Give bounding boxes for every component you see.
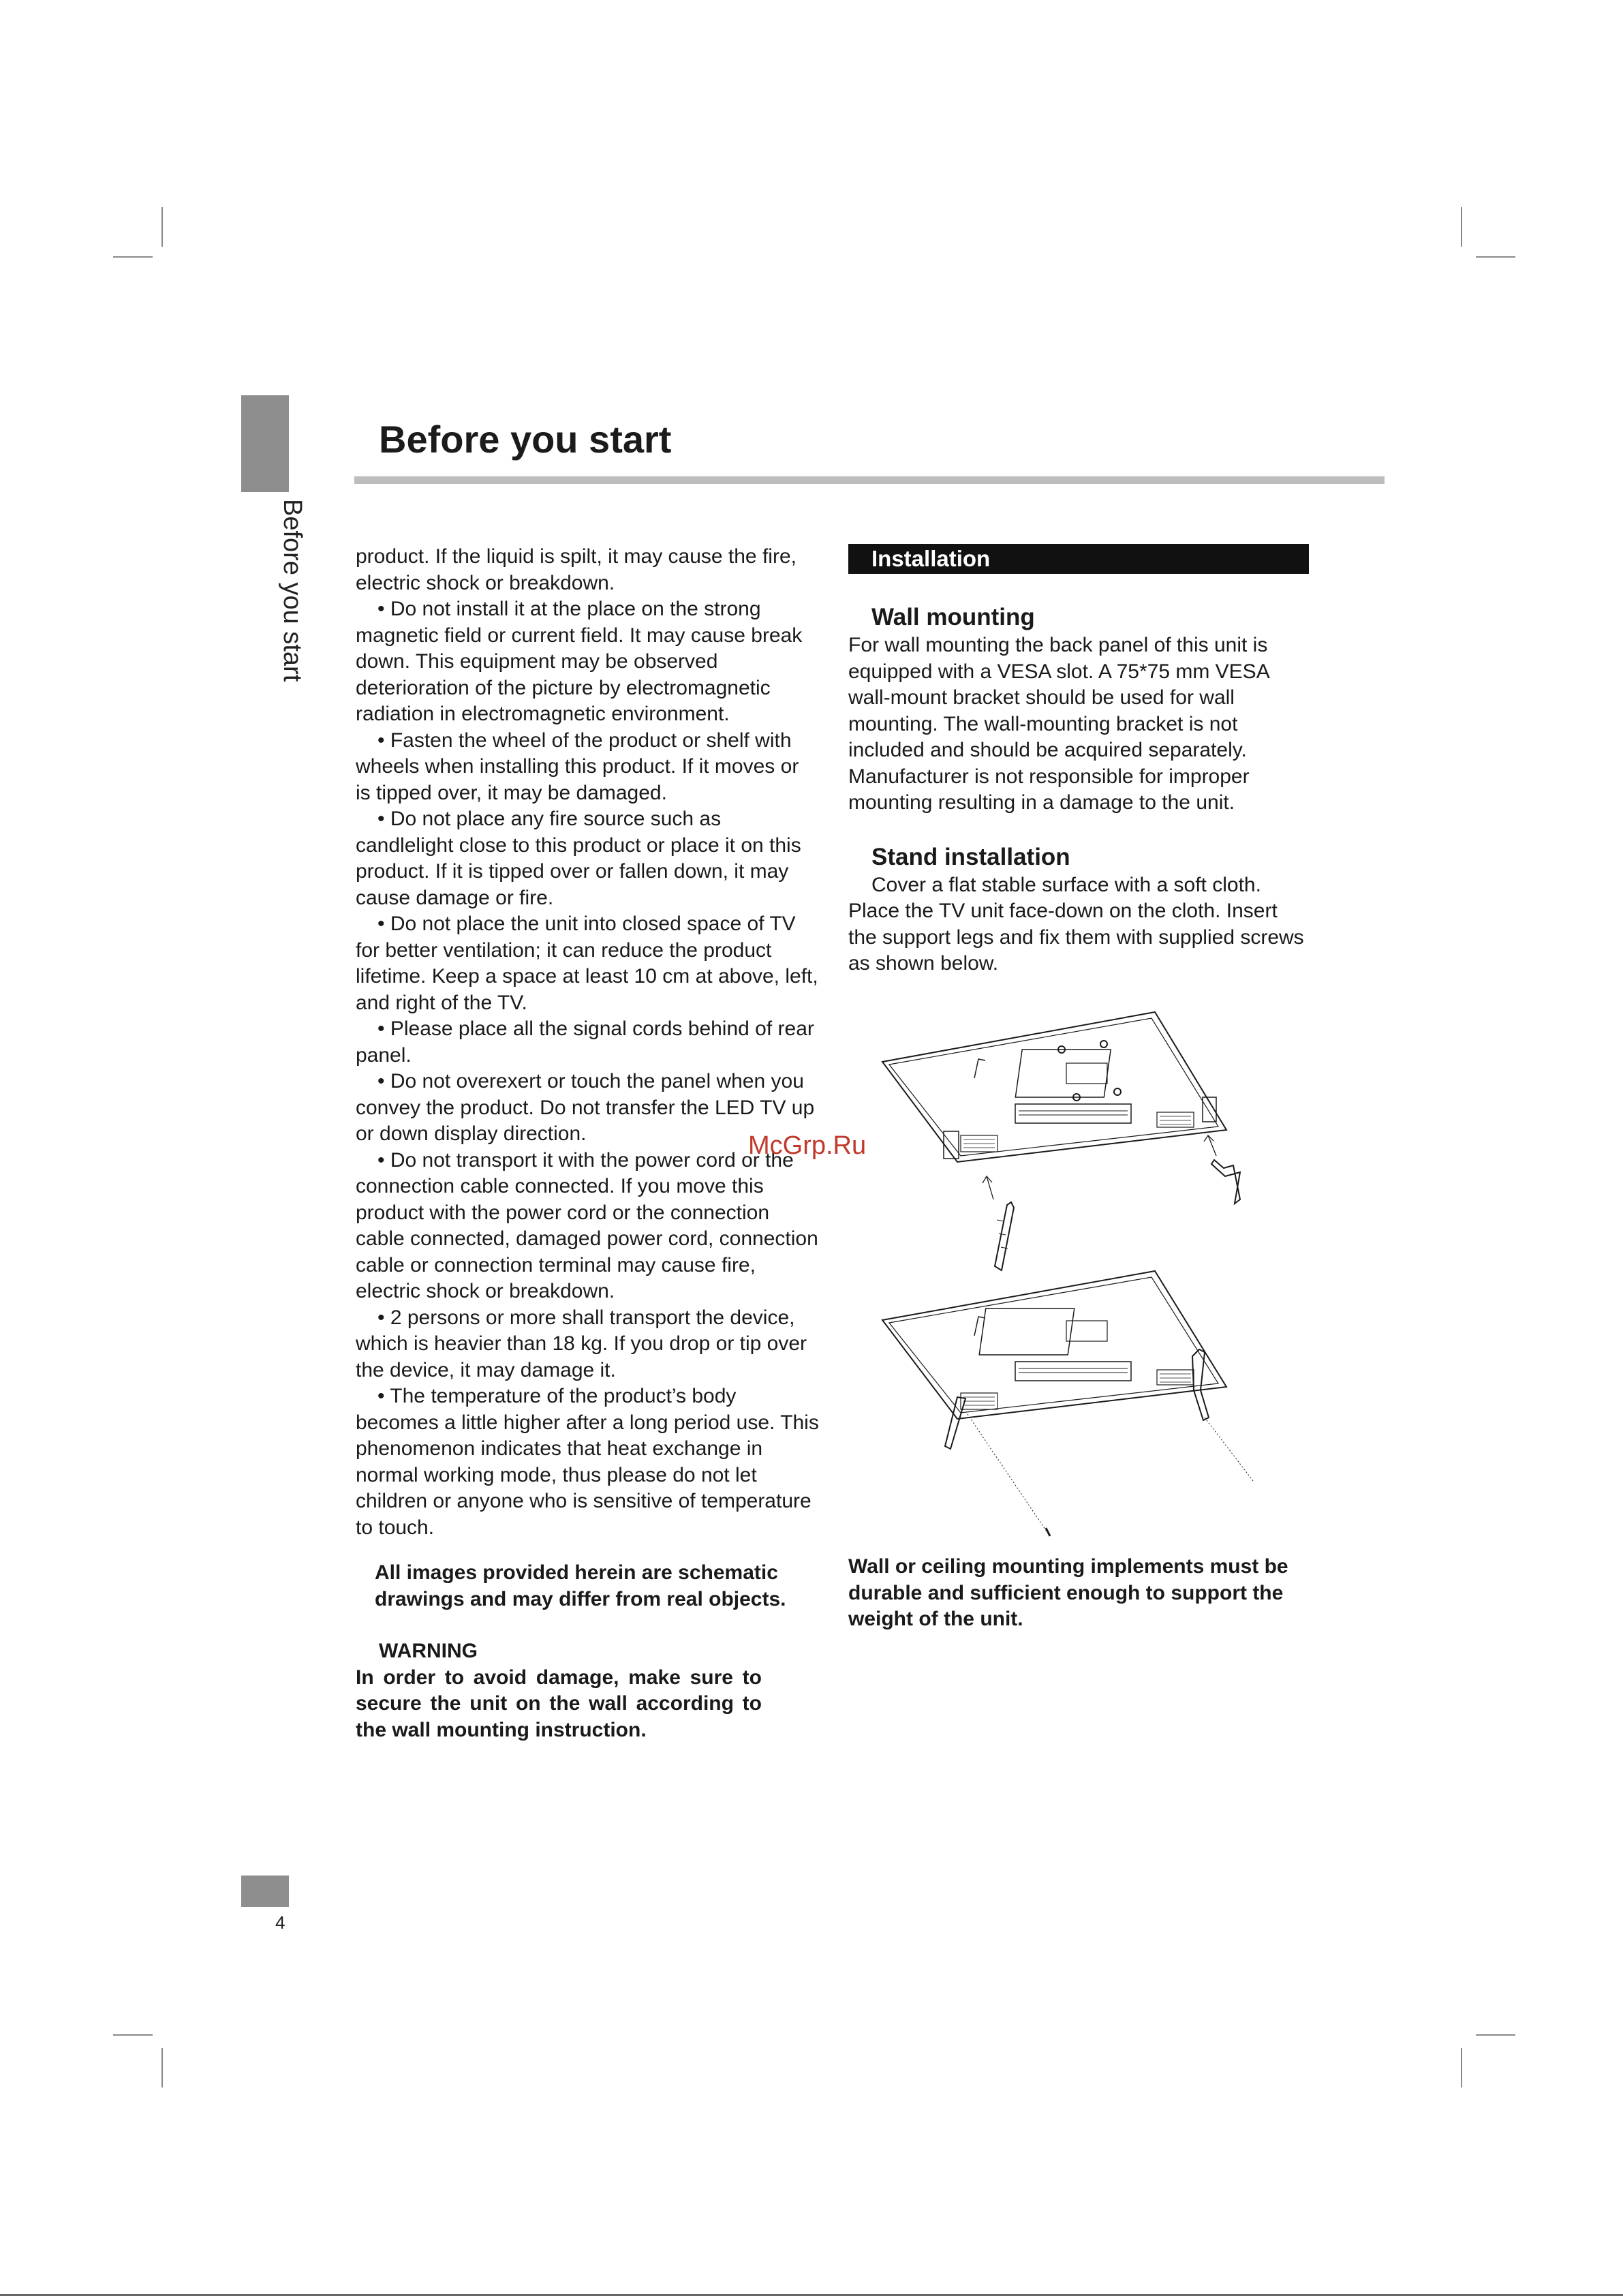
bullet-item: • Please place all the signal cords behind of rear panel. — [356, 1017, 814, 1067]
crop-mark — [1461, 2048, 1462, 2087]
crop-mark — [1476, 256, 1515, 258]
bullet-item: • The temperature of the product’s body becomes a little higher after a long period use. This phenomenon indicates that heat exchange in normal working mode, thus please do not let children or anyone who is sensitive of temperature to touch. — [356, 1385, 819, 1539]
bullet-item: • Fasten the wheel of the product or shelf with wheels when installing this product. If it moves or is tipped over, it may be damaged. — [356, 729, 799, 804]
side-tab — [241, 395, 289, 492]
warning-body: In order to avoid damage, make sure to secure the unit on the wall according to the wall mounting instruction. — [356, 1666, 762, 1741]
bullet-item: • Do not overexert or touch the panel when you convey the product. Do not transfer the LED TV up or down display direction. — [356, 1070, 815, 1145]
side-label: Before you start — [278, 499, 307, 682]
crop-mark — [161, 2048, 163, 2087]
section-header-installation: Installation — [848, 544, 1309, 574]
bullet-item: • Do not transport it with the power cord or the connection cable connected. If you move this product with the power cord or the connection cable connected, damaged power cord, connection cable or connection terminal may cause fire, electric shock or breakdown. — [356, 1148, 818, 1302]
bullet-item: • Do not install it at the place on the strong magnetic field or current field. It may cause break down. This equipment may be observed deterioration of the picture by electromagnetic radiation in electromagnetic environment. — [356, 598, 803, 725]
page-title: Before you start — [379, 418, 672, 461]
bullet-item: • Do not place any fire source such as candlelight close to this product or place it on this product. If it is tipped over or fallen down, it may cause damage or fire. — [356, 808, 801, 909]
stand-installation-heading: Stand installation — [871, 843, 1070, 870]
crop-mark — [1461, 207, 1462, 247]
right-column — [848, 544, 1309, 977]
page-number: 4 — [275, 1912, 285, 1933]
crop-mark — [1476, 2034, 1515, 2036]
watermark: McGrp.Ru — [748, 1131, 867, 1160]
wall-mounting-heading: Wall mounting — [871, 604, 1035, 630]
crop-mark — [113, 256, 153, 258]
page-number-tab — [241, 1876, 289, 1907]
paragraph: product. If the liquid is spilt, it may cause the fire, electric shock or breakdown. — [356, 545, 797, 594]
bullet-item: • 2 persons or more shall transport the device, which is heavier than 18 kg. If you drop or tip over the device, it may damage it. — [356, 1306, 807, 1381]
crop-mark — [113, 2034, 153, 2036]
warning-title: WARNING — [379, 1640, 478, 1662]
schematic-note: All images provided herein are schematic drawings and may differ from real objects. — [375, 1561, 786, 1610]
title-rule — [354, 476, 1385, 484]
bullet-item: • Do not place the unit into closed space of TV for better ventilation; it can reduce the product lifetime. Keep a space at least 10 cm at above, left, and right of the TV. — [356, 913, 818, 1014]
stand-installation-diagram — [872, 1002, 1254, 1547]
stand-installation-text: Cover a flat stable surface with a soft cloth. Place the TV unit face-down on the cloth. Insert the support legs and fix them with supplied screws as shown below. — [848, 873, 1304, 975]
mounting-caption: Wall or ceiling mounting implements must be durable and sufficient enough to support the weight of the unit. — [848, 1555, 1288, 1630]
crop-mark — [161, 207, 163, 247]
wall-mounting-text: For wall mounting the back panel of this unit is equipped with a VESA slot. A 75*75 mm VESA wall-mount bracket should be used for wall mounting. The wall-mounting bracket is not included and should be acquired separately. Manufacturer is not responsible for improper mounting resulting in a damage to the unit. — [848, 634, 1269, 814]
